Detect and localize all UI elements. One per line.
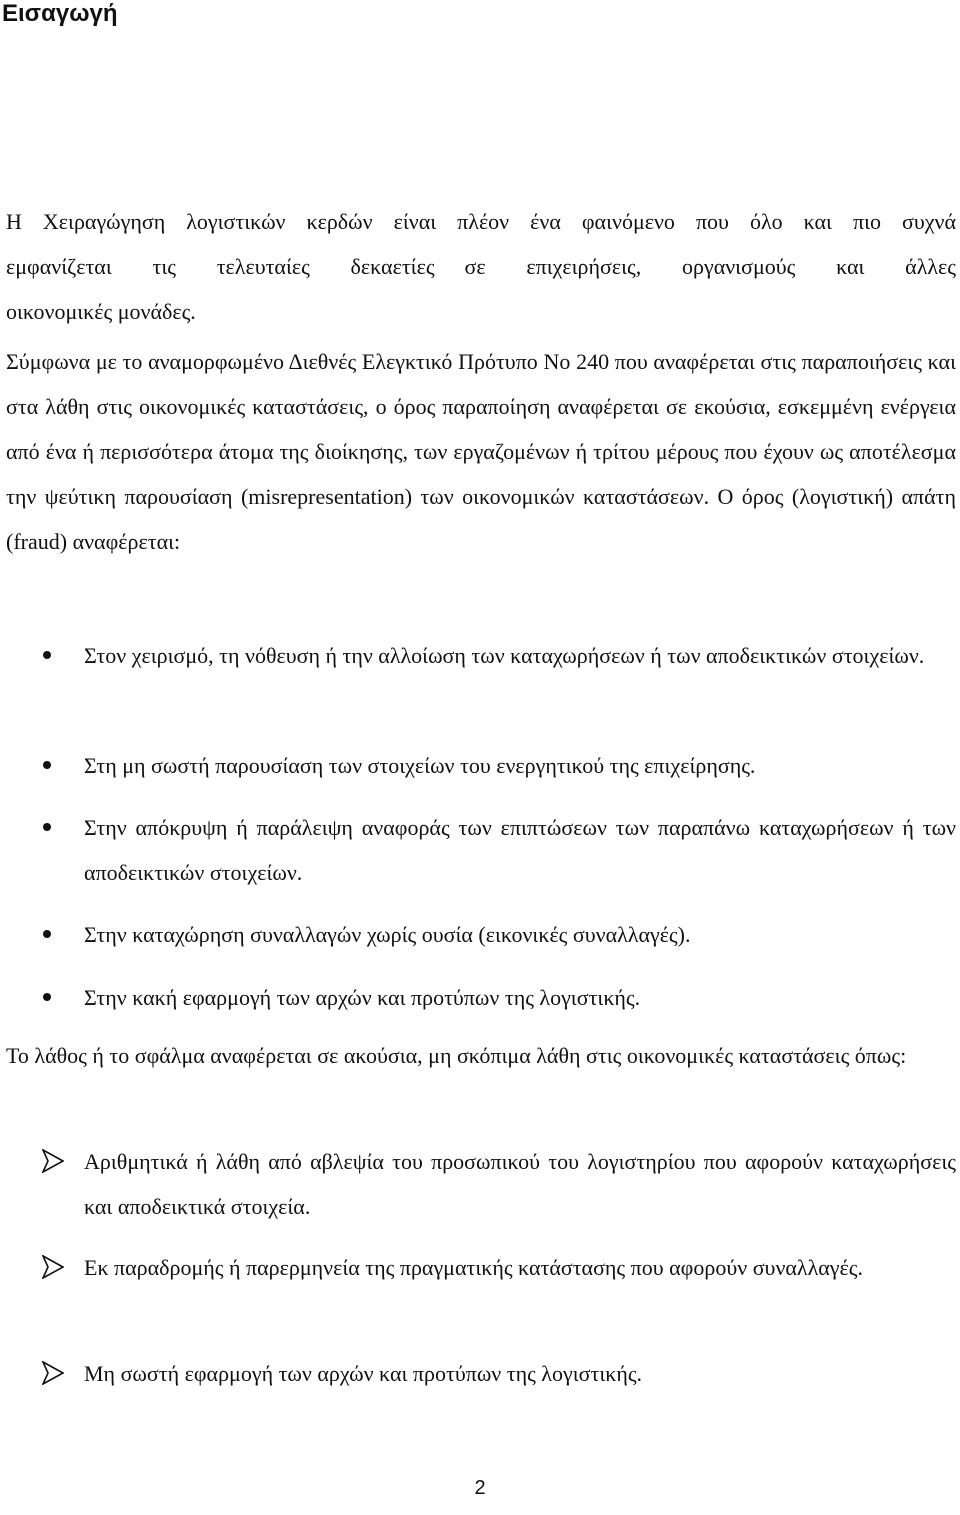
page-number: 2: [474, 1477, 486, 1499]
intro-line-3: οικονομικές μονάδες.: [6, 299, 196, 324]
list-item-text: Στον χειρισμό, τη νόθευση ή την αλλοίωση των καταχωρήσεων ή των αποδεικτικών στοιχείων.: [84, 643, 925, 668]
error-paragraph: Το λάθος ή το σφάλμα αναφέρεται σε ακούσια, μη σκόπιμα λάθη στις οικονομικές καταστάσεις όπως:: [6, 1043, 907, 1068]
intro-line-2b: σε επιχειρήσεις, οργανισμούς και άλλες: [464, 254, 956, 279]
intro-paragraph: [6, 199, 956, 334]
list-item-text: Μη σωστή εφαρμογή των αρχών και προτύπων της λογιστικής.: [84, 1361, 643, 1386]
list-item-text: Στην καταχώρηση συναλλαγών χωρίς ουσία (εικονικές συναλλαγές).: [84, 922, 691, 947]
list-item-text: Εκ παραδρομής ή παρερμηνεία της πραγματικής κατάστασης που αφορούν συναλλαγές.: [84, 1255, 863, 1280]
intro-line-2: [6, 244, 956, 289]
page-title: Εισαγωγή: [2, 0, 118, 27]
intro-line-1: Η Χειραγώγηση λογιστικών κερδών είναι πλέον ένα φαινόμενο που όλο και πιο συχνά: [6, 209, 956, 234]
arrow-bullet-icon: [42, 1361, 64, 1385]
list-item-text: Στην κακή εφαρμογή των αρχών και προτύπων της λογιστικής.: [84, 985, 641, 1010]
list-item-text: Στην απόκρυψη ή παράλειψη αναφοράς των επιπτώσεων των παραπάνω καταχωρήσεων ή των αποδεικτικών στοιχείων.: [84, 815, 956, 885]
definition-paragraph: Σύμφωνα με το αναμορφωμένο Διεθνές Ελεγκτικό Πρότυπο Νο 240 που αναφέρεται στις παραποιήσεις και στα λάθη στις οικονομικές καταστάσεις, ο όρος παραποίηση αναφέρεται σε εκούσια, εσκεμμένη ενέργεια από ένα ή περισσότερα άτομα της διοίκησης, των εργαζομένων ή τρίτου μέρους που έχουν ως αποτέλεσμα την ψεύτικη παρουσίαση (misrepresentation) των οικονομικών καταστάσεων. Ο όρος (λογιστική) απάτη (fraud) αναφέρεται:: [6, 349, 956, 554]
arrow-bullet-icon: [42, 1149, 64, 1173]
list-item-text: Στη μη σωστή παρουσίαση των στοιχείων του ενεργητικού της επιχείρησης.: [84, 753, 756, 778]
list-item-text: Αριθμητικά ή λάθη από αβλεψία του προσωπικού του λογιστηρίου που αφορούν καταχωρήσεις και αποδεικτικά στοιχεία.: [84, 1149, 956, 1219]
intro-line-2a: εμφανίζεται τις τελευταίες δεκαετίες: [6, 254, 435, 279]
arrow-bullet-icon: [42, 1255, 64, 1279]
